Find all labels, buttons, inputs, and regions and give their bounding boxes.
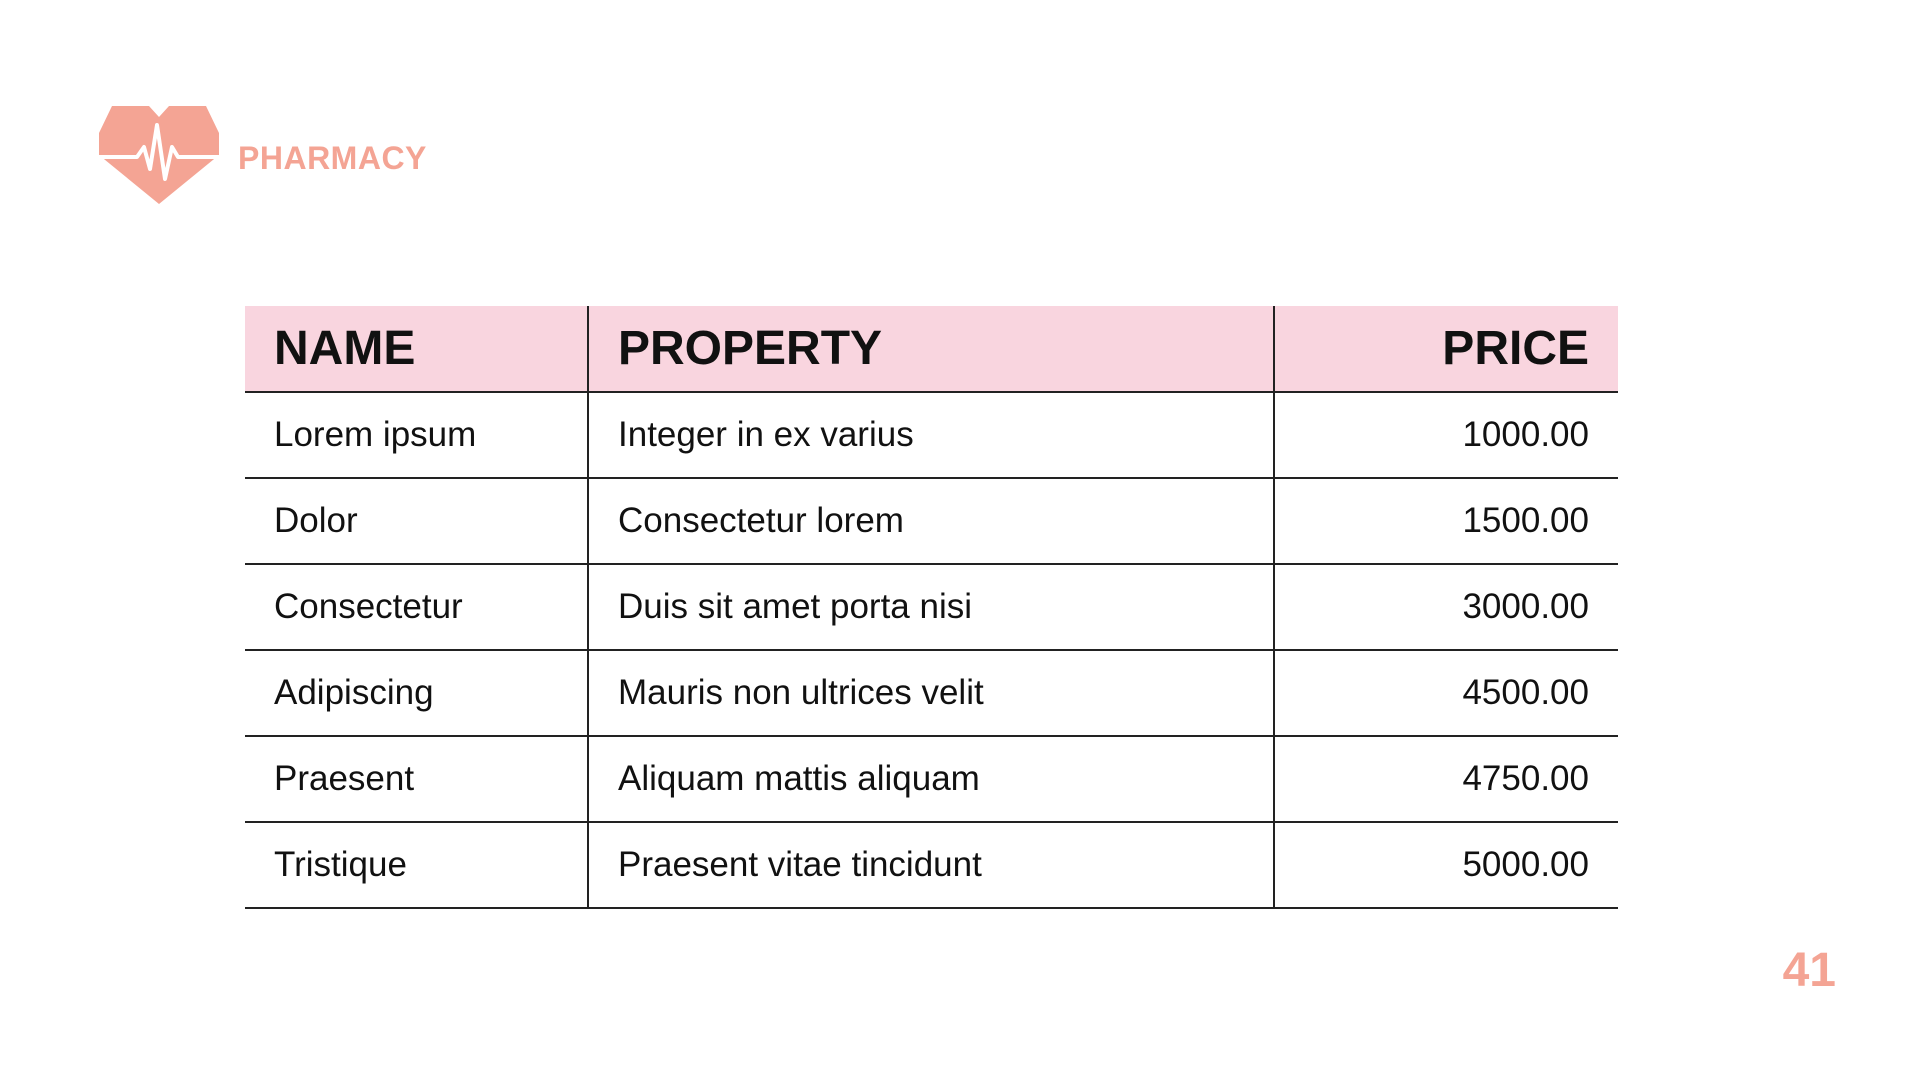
cell-price: 3000.00 — [1274, 564, 1618, 650]
table-row — [245, 564, 1618, 650]
cell-property: Consectetur lorem — [588, 478, 1274, 564]
cell-name: Consectetur — [245, 564, 588, 650]
cell-name: Dolor — [245, 478, 588, 564]
table-row — [245, 736, 1618, 822]
table-row — [245, 478, 1618, 564]
cell-price: 4750.00 — [1274, 736, 1618, 822]
cell-name: Adipiscing — [245, 650, 588, 736]
cell-property: Aliquam mattis aliquam — [588, 736, 1274, 822]
column-header-property: PROPERTY — [588, 306, 1274, 392]
brand-logo — [97, 103, 427, 207]
cell-property: Praesent vitae tincidunt — [588, 822, 1274, 908]
table-header-row — [245, 306, 1618, 392]
cell-name: Lorem ipsum — [245, 392, 588, 478]
table-row — [245, 650, 1618, 736]
cell-name: Tristique — [245, 822, 588, 908]
cell-price: 4500.00 — [1274, 650, 1618, 736]
heart-pulse-icon — [97, 103, 221, 207]
cell-property: Duis sit amet porta nisi — [588, 564, 1274, 650]
cell-price: 5000.00 — [1274, 822, 1618, 908]
cell-property: Mauris non ultrices velit — [588, 650, 1274, 736]
table-row — [245, 822, 1618, 908]
brand-name: PHARMACY — [238, 139, 427, 176]
cell-property: Integer in ex varius — [588, 392, 1274, 478]
cell-name: Praesent — [245, 736, 588, 822]
column-header-price: PRICE — [1274, 306, 1618, 392]
column-header-name: NAME — [245, 306, 588, 392]
cell-price: 1000.00 — [1274, 392, 1618, 478]
table-row — [245, 392, 1618, 478]
page-number: 41 — [1782, 944, 1836, 997]
cell-price: 1500.00 — [1274, 478, 1618, 564]
product-price-table — [245, 306, 1618, 909]
